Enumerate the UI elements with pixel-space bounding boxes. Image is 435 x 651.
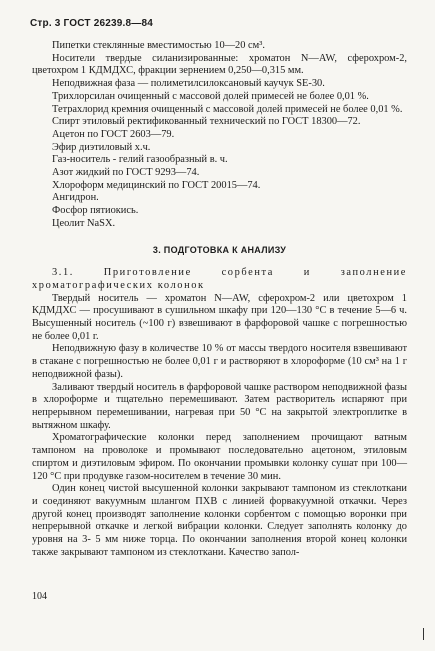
paragraph: Заливают твердый носитель в фарфоровой чашке раствором неподвижной фазы в хлороформе и тщательно перемешивают. Затем растворитель испаряют при непрерывном перемешивании, нагревая при 50 °C на закрытой электроплитке в вытяжном шкафу.: [32, 381, 407, 431]
paragraph: Носители твердые силанизированные: хроматон N—AW, сферохром-2, цветохром 1 КДМДХС, фракции зернением 0,250—0,315 мм.: [32, 52, 407, 77]
paragraph: Тетрахлорид кремния очищенный с массовой долей примесей не более 0,01 %.: [52, 103, 403, 115]
paragraph: Пипетки стеклянные вместимостью 10—20 см³.: [52, 40, 265, 51]
paragraph: Хроматографические колонки перед заполнением прочищают ватным тампоном на проволоке и промывают последовательно ацетоном, этиловым спиртом и диэтиловым эфиром. По окончании промывки колонку сушат при 100—120 °C при продувке газом-носителем в течение 30 мин.: [32, 432, 407, 482]
paragraph: Неподвижную фазу в количестве 10 % от массы твердого носителя взвешивают в стакане с погрешностью не более 0,01 г и растворяют в хлороформе (10 см³ на 1 г неподвижной фазы).: [32, 343, 407, 380]
paragraph: Твердый носитель — хроматон N—AW, сферохром-2 или цветохром 1 КДМДХС — просушивают в сушильном шкафу при 120—130 °C в течение 5—6 ч. Высушенный носитель (~100 г) взвешивают в фарфоровой чашке с погрешностью не более 0,01 г.: [32, 292, 407, 342]
section-title: 3. ПОДГОТОВКА К АНАЛИЗУ: [152, 244, 287, 255]
paragraph: Газ-носитель - гелий газообразный в. ч.: [52, 154, 228, 166]
subsection-title: 3.1. Приготовление сорбента и заполнение хроматографических колонок: [32, 267, 407, 291]
paragraph: Трихлорсилан очищенный с массовой долей примесей не более 0,01 %.: [52, 90, 369, 102]
paragraph: Спирт этиловый ректификованный технический по ГОСТ 18300—72.: [52, 116, 361, 128]
paragraph: Азот жидкий по ГОСТ 9293—74.: [52, 167, 200, 179]
paragraph: Эфир диэтиловый х.ч.: [52, 141, 151, 153]
paragraph: Фосфор пятиокись.: [52, 205, 139, 217]
edge-mark: [423, 628, 424, 640]
paragraph: Ацетон по ГОСТ 2603—79.: [52, 128, 175, 140]
paragraph: Неподвижная фаза — полиметилсилоксановый каучук SE-30.: [52, 78, 325, 90]
page-header: Стр. 3 ГОСТ 26239.8—84: [30, 18, 153, 29]
paragraph: Цеолит NaSX.: [52, 217, 116, 229]
paragraph: Один конец чистой высушенной колонки закрывают тампоном из стеклоткани и соединяют вакуумным шлангом ПХВ с линией форвакуумной откачки. Через другой конец производят заполнение колонки сорбентом с помощью воронки при непрерывной откачке и легкой вибрации колонки. Следует заполнять колонку до уровня на 3- 5 мм ниже торца. По окончании заполнения второй конец колонки также закрывают тампоном из стеклоткани. Качество запол-: [32, 483, 407, 558]
paragraph: Ангидрон.: [52, 192, 99, 204]
document-body: [32, 40, 407, 559]
paragraph: Хлороформ медицинский по ГОСТ 20015—74.: [52, 179, 261, 191]
page-number: 104: [32, 591, 47, 602]
